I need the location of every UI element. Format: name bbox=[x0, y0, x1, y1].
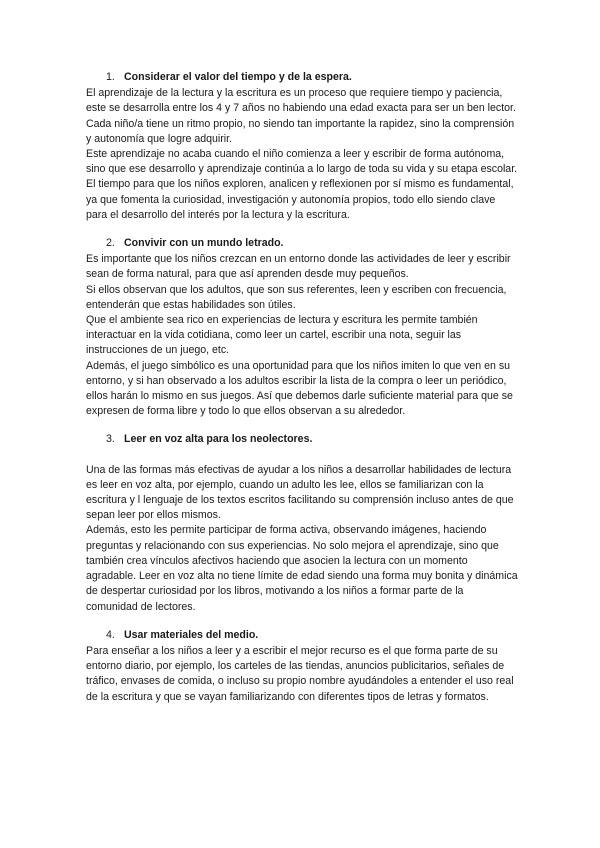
section-2 bbox=[86, 236, 518, 419]
section-1 bbox=[86, 70, 518, 223]
paragraph: Para enseñar a los niños a leer y a escribir el mejor recurso es el que forma parte de su entorno diario, por ejemplo, los carteles de las tiendas, anuncios publicitarios, señales de tráfico, envases de comida, o incluso su propio nombre ayudándoles a entender el uso real de la escritura y que se vayan familiarizando con diferentes tipos de letras y formatos. bbox=[86, 644, 514, 703]
section-heading bbox=[86, 236, 518, 251]
paragraph: Este aprendizaje no acaba cuando el niño comienza a leer y escribir de forma autónoma, sino que ese desarrollo y aprendizaje continúa a lo largo de toda su vida y su etapa escolar. bbox=[86, 148, 518, 176]
section-3 bbox=[86, 432, 518, 614]
paragraph: Si ellos observan que los adultos, que son sus referentes, leen y escriben con frecuencia, entenderán que estas habilidades son útiles. bbox=[86, 283, 507, 311]
section-title: Usar materiales del medio. bbox=[124, 628, 259, 641]
section-number: 4. bbox=[106, 628, 115, 641]
paragraph: Una de las formas más efectivas de ayudar a los niños a desarrollar habilidades de lectura es leer en voz alta, por ejemplo, cuando un adulto les lee, ellos se familiarizan con la escritura y l lenguaje de los textos escritos facilitando su comprensión incluso antes de que sepan leer por ellos mismos. bbox=[86, 463, 514, 522]
section-heading bbox=[86, 432, 518, 447]
blank-line bbox=[86, 449, 518, 463]
section-title: Convivir con un mundo letrado. bbox=[124, 237, 284, 250]
paragraph: Que el ambiente sea rico en experiencias de lectura y escritura les permite también interactuar en la vida cotidiana, como leer un cartel, escribir una nota, seguir las instrucciones de un juego, etc. bbox=[86, 314, 478, 357]
section-number: 2. bbox=[106, 237, 115, 250]
section-title: Considerar el valor del tiempo y de la espera. bbox=[124, 71, 352, 83]
section-number: 1. bbox=[106, 71, 115, 83]
section-heading bbox=[86, 70, 518, 85]
paragraph: Además, el juego simbólico es una oportunidad para que los niños imiten lo que ven en su entorno, y si han observado a los adultos escribir la lista de la compra o leer un periódico, ellos harán lo mismo en sus juegos. Así que debemos darle suficiente material para que se expresen de forma libre y todo lo que ellos observan a su alrededor. bbox=[86, 359, 513, 418]
paragraph: Es importante que los niños crezcan en un entorno donde las actividades de leer y escribir sean de forma natural, para que así aprenden desde muy pequeños. bbox=[86, 253, 511, 281]
section-4 bbox=[86, 628, 518, 705]
document-body bbox=[86, 70, 518, 718]
section-heading bbox=[86, 628, 518, 643]
paragraph: El tiempo para que los niños exploren, analicen y reflexionen por sí mismo es fundamental, ya que fomenta la curiosidad, investigación y autonomía propios, todo ello siendo clave para el desarrollo del interés por la lectura y la escritura. bbox=[86, 178, 514, 221]
section-number: 3. bbox=[106, 433, 115, 446]
paragraph: El aprendizaje de la lectura y la escritura es un proceso que requiere tiempo y paciencia, este se desarrolla entre los 4 y 7 años no habiendo una edad exacta para ser un ben lector. Cada niño/a tiene un ritmo propio, no siendo tan importante la rapidez, sino la comprensión y autonomía que logre adquirir. bbox=[86, 87, 516, 145]
section-title: Leer en voz alta para los neolectores. bbox=[124, 433, 313, 446]
paragraph: Además, esto les permite participar de forma activa, observando imágenes, haciendo preguntas y relacionando con sus experiencias. No solo mejora el aprendizaje, sino que también crea vínculos afectivos haciendo que asocien la lectura con un momento agradable. Leer en voz alta no tiene límite de edad siendo una forma muy bonita y dinámica de despertar curiosidad por los libros, motivando a los niños a formar parte de la comunidad de lectores. bbox=[86, 524, 518, 613]
